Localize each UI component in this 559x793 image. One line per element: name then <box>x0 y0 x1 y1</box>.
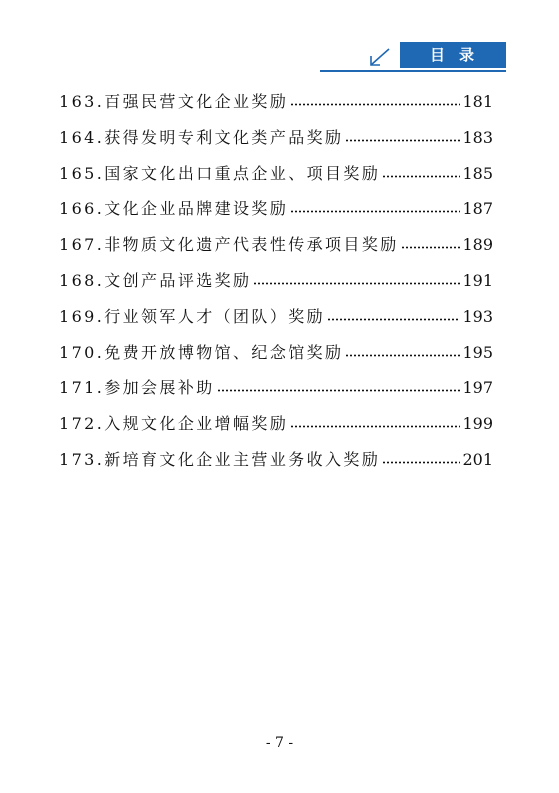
toc-entry-title: 164.获得发明专利文化类产品奖励 <box>59 127 344 147</box>
toc-entry[interactable] <box>59 196 493 232</box>
diagonal-arrow-icon <box>369 47 391 67</box>
toc-entry-page: 183 <box>462 127 493 147</box>
toc-entry[interactable] <box>59 125 493 161</box>
dot-leader <box>382 175 460 178</box>
toc-entry-title: 167.非物质文化遗产代表性传承项目奖励 <box>59 235 399 255</box>
dot-leader <box>345 139 460 142</box>
dot-leader <box>253 282 460 285</box>
toc-entry-title: 168.文创产品评选奖励 <box>59 270 252 290</box>
toc-entry[interactable] <box>59 411 493 447</box>
toc-entry[interactable] <box>59 340 493 376</box>
dot-leader <box>401 246 461 249</box>
toc-entry[interactable] <box>59 268 493 304</box>
toc-entry-title: 169.行业领军人才（团队）奖励 <box>59 306 326 326</box>
toc-tab: 目录 <box>400 42 506 68</box>
dot-leader <box>217 389 461 392</box>
dot-leader <box>290 103 460 106</box>
dot-leader <box>290 210 460 213</box>
toc-entry[interactable] <box>59 375 493 411</box>
toc-entry-page: 193 <box>462 306 493 326</box>
toc-entry-page: 181 <box>462 92 493 111</box>
toc-entry-page: 185 <box>462 163 493 183</box>
toc-entry[interactable] <box>59 447 493 483</box>
toc-entry-page: 189 <box>462 235 493 255</box>
toc-entry[interactable] <box>59 161 493 197</box>
toc-entry[interactable] <box>59 232 493 268</box>
toc-entry-title: 170.免费开放博物馆、纪念馆奖励 <box>59 342 344 362</box>
dot-leader <box>345 354 460 357</box>
dot-leader <box>327 318 460 321</box>
toc-entry-title: 166.文化企业品牌建设奖励 <box>59 199 289 219</box>
toc-entry-title: 172.入规文化企业增幅奖励 <box>59 414 289 434</box>
toc-entry-page: 191 <box>462 270 493 290</box>
toc-entry-title: 173.新培育文化企业主营业务收入奖励 <box>59 449 381 469</box>
page-number: - 7 - <box>265 735 294 751</box>
dot-leader <box>290 425 460 428</box>
toc-entry-title: 165.国家文化出口重点企业、项目奖励 <box>59 163 381 183</box>
toc-entry-title: 171.参加会展补助 <box>59 378 215 398</box>
toc-entry-page: 195 <box>462 342 493 362</box>
dot-leader <box>382 461 460 464</box>
toc-entry-page: 201 <box>462 449 493 469</box>
toc-entry[interactable] <box>59 304 493 340</box>
toc-entry-page: 197 <box>462 378 493 398</box>
page-header <box>0 0 559 80</box>
header-rule <box>320 70 506 72</box>
toc-entry-title: 163.百强民营文化企业奖励 <box>59 92 289 111</box>
toc-entry-page: 199 <box>462 414 493 434</box>
table-of-contents <box>59 89 493 483</box>
toc-entry-page: 187 <box>462 199 493 219</box>
toc-entry[interactable] <box>59 89 493 125</box>
